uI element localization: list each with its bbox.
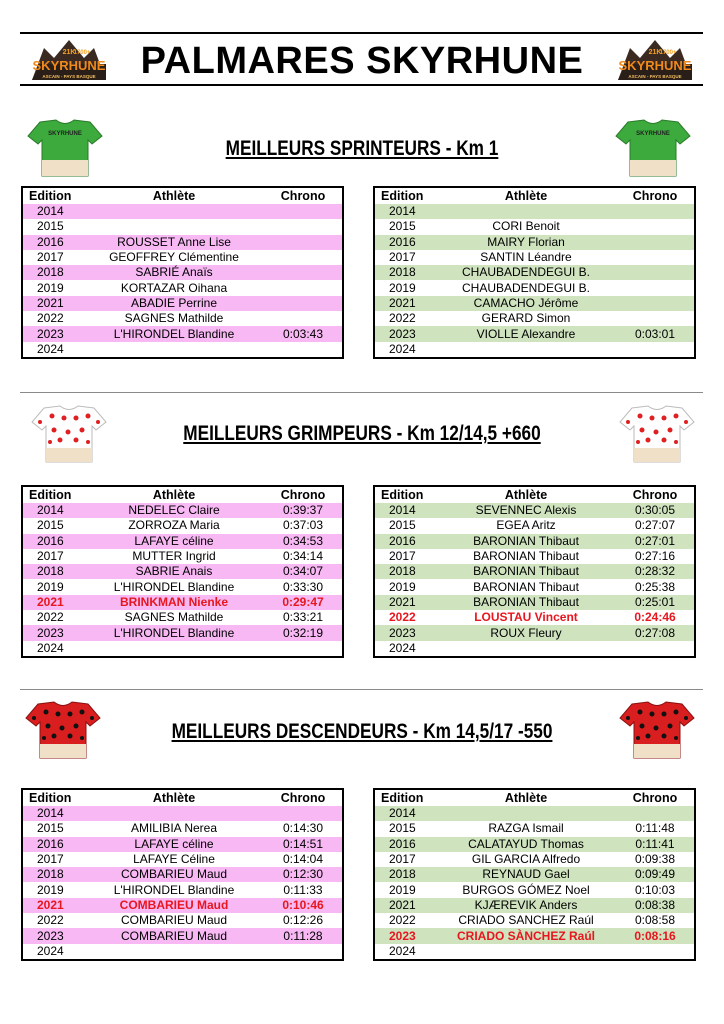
chrono-cell: 0:14:51	[264, 837, 343, 852]
chrono-cell	[616, 296, 695, 311]
table-row	[22, 837, 343, 852]
chrono-cell: 0:03:43	[264, 326, 343, 341]
edition-cell: 2021	[374, 595, 436, 610]
table-row	[374, 882, 695, 897]
edition-cell: 2021	[22, 296, 84, 311]
edition-cell: 2018	[22, 265, 84, 280]
chrono-cell: 0:30:05	[616, 503, 695, 518]
chrono-cell: 0:11:41	[616, 837, 695, 852]
edition-cell: 2019	[37, 280, 64, 295]
table-row	[374, 342, 695, 358]
svg-text:SKYRHUNE: SKYRHUNE	[636, 131, 670, 137]
athlete-cell: BARONIAN Thibaut	[473, 549, 579, 564]
chrono-cell: 0:27:01	[616, 534, 695, 549]
table-row	[22, 534, 343, 549]
athlete-cell: AMILIBIA Nerea	[130, 821, 218, 836]
table-row	[22, 549, 343, 564]
table-row	[22, 518, 343, 533]
edition-cell: 2018	[374, 867, 436, 882]
athlete-cell: CRIADO SANCHEZ Raúl	[458, 913, 594, 928]
edition-cell: 2018	[374, 564, 436, 579]
edition-cell: 2017	[389, 549, 416, 564]
chrono-cell: 0:29:47	[264, 595, 343, 610]
edition-cell: 2014	[374, 806, 436, 821]
athlete-cell: L'HIRONDEL Blandine	[113, 882, 235, 897]
table-row	[374, 326, 695, 341]
column-header-chrono: Chrono	[616, 187, 695, 204]
edition-cell: 2016	[374, 235, 436, 250]
athlete-cell: SANTIN Léandre	[480, 250, 572, 265]
edition-cell: 2014	[22, 806, 84, 821]
table-header-row	[22, 187, 343, 204]
chrono-cell: 0:09:38	[634, 852, 676, 867]
chrono-cell	[616, 250, 695, 265]
column-header-edition: Edition	[374, 187, 436, 204]
chrono-cell	[616, 641, 695, 657]
chrono-cell: 0:08:58	[634, 913, 676, 928]
edition-cell: 2015	[389, 821, 416, 836]
section-title-climbers: MEILLEURS GRIMPEURS - Km 12/14,5 +660	[183, 422, 541, 445]
table-row	[374, 265, 695, 280]
chrono-cell: 0:14:30	[282, 821, 324, 836]
table-row	[22, 913, 343, 928]
chrono-cell: 0:10:03	[634, 882, 676, 897]
edition-cell: 2016	[22, 235, 84, 250]
athlete-cell: L'HIRONDEL Blandine	[84, 625, 264, 640]
athlete-cell: ROUX Fleury	[436, 625, 616, 640]
chrono-cell: 0:08:16	[616, 928, 695, 943]
edition-cell: 2015	[389, 518, 416, 533]
chrono-cell: 0:11:33	[283, 882, 323, 897]
top-rule	[20, 32, 703, 34]
logo-elevation-text: 1700+	[659, 50, 677, 56]
athlete-cell: ZORROZA Maria	[128, 518, 220, 533]
table-row	[22, 821, 343, 836]
logo-subtitle-text: ASCAIN - PAYS BASQUE	[628, 74, 682, 79]
chrono-cell: 0:37:03	[282, 518, 324, 533]
table-row	[374, 837, 695, 852]
chrono-cell: 0:24:46	[634, 610, 676, 625]
edition-cell: 2014	[374, 204, 436, 219]
chrono-cell	[616, 944, 695, 960]
edition-cell: 2017	[389, 852, 416, 867]
edition-cell: 2021	[22, 595, 84, 610]
chrono-cell	[264, 342, 343, 358]
edition-cell: 2022	[37, 610, 64, 625]
table-header-row	[22, 789, 343, 806]
section-divider	[20, 392, 703, 393]
table-row	[22, 342, 343, 358]
table-row	[22, 235, 343, 250]
chrono-cell: 0:10:46	[264, 898, 343, 913]
edition-cell: 2023	[374, 326, 436, 341]
table-row	[22, 625, 343, 640]
table-row	[374, 821, 695, 836]
column-header-edition: Edition	[374, 486, 436, 503]
athlete-cell: BARONIAN Thibaut	[436, 534, 616, 549]
chrono-cell: 0:27:16	[634, 549, 676, 564]
edition-cell: 2022	[389, 311, 416, 326]
table-row	[22, 503, 343, 518]
chrono-cell	[264, 944, 343, 960]
chrono-cell	[264, 265, 343, 280]
chrono-cell: 0:12:30	[264, 867, 343, 882]
column-header-chrono: Chrono	[264, 789, 343, 806]
athlete-cell	[84, 806, 264, 821]
table-row	[374, 564, 695, 579]
table-row	[374, 503, 695, 518]
edition-cell: 2021	[374, 898, 436, 913]
athlete-cell	[84, 944, 264, 960]
chrono-cell: 0:25:38	[634, 579, 676, 594]
athlete-cell: ROUSSET Anne Lise	[84, 235, 264, 250]
athlete-cell: CORI Benoit	[492, 219, 560, 234]
athlete-cell: GERARD Simon	[481, 311, 571, 326]
table-row	[22, 595, 343, 610]
chrono-cell	[264, 806, 343, 821]
column-header-athlete: Athlète	[84, 187, 264, 204]
edition-cell: 2019	[389, 882, 416, 897]
table-row	[374, 235, 695, 250]
edition-cell: 2024	[389, 640, 416, 655]
athlete-cell: MUTTER Ingrid	[132, 549, 216, 564]
column-header-athlete: Athlète	[436, 486, 616, 503]
chrono-cell	[264, 204, 343, 219]
athlete-cell	[84, 641, 264, 657]
chrono-cell	[264, 235, 343, 250]
logo-distance-text: 21K	[62, 49, 76, 56]
table-row	[22, 852, 343, 867]
table-row	[22, 882, 343, 897]
chrono-cell: 0:33:21	[282, 610, 324, 625]
athlete-cell: BARONIAN Thibaut	[436, 564, 616, 579]
table-row	[374, 204, 695, 219]
table-row	[22, 265, 343, 280]
chrono-cell: 0:09:49	[616, 867, 695, 882]
section-title-sprinters: MEILLEURS SPRINTEURS - Km 1	[225, 137, 499, 160]
table-row	[22, 928, 343, 943]
athlete-cell: KJÆREVIK Anders	[436, 898, 616, 913]
edition-cell: 2017	[37, 852, 64, 867]
logo-subtitle-text: ASCAIN - PAYS BASQUE	[42, 74, 96, 79]
column-header-edition: Edition	[22, 789, 84, 806]
edition-cell: 2024	[389, 341, 416, 356]
table-row	[22, 641, 343, 657]
edition-cell: 2015	[389, 219, 416, 234]
athlete-cell	[436, 944, 616, 960]
athlete-cell: COMBARIEU Maud	[120, 913, 228, 928]
athlete-cell	[84, 219, 264, 234]
table-row	[22, 250, 343, 265]
chrono-cell: 0:11:48	[635, 821, 675, 836]
edition-cell: 2024	[37, 341, 64, 356]
chrono-cell: 0:34:14	[282, 549, 324, 564]
athlete-cell: MAIRY Florian	[436, 235, 616, 250]
athlete-cell	[84, 204, 264, 219]
chrono-cell: 0:34:53	[264, 534, 343, 549]
athlete-cell: LAFAYE céline	[84, 534, 264, 549]
logo-brand-text: SKYRHUNE	[32, 58, 106, 73]
table-row	[374, 641, 695, 657]
chrono-cell: 0:39:37	[264, 503, 343, 518]
table-women-sprinters	[21, 186, 344, 359]
chrono-cell	[264, 250, 343, 265]
chrono-cell	[264, 641, 343, 657]
athlete-cell: SABRIE Anais	[84, 564, 264, 579]
edition-cell: 2016	[22, 837, 84, 852]
athlete-cell: EGEA Aritz	[496, 518, 556, 533]
table-row	[22, 311, 343, 326]
athlete-cell: SEVENNEC Alexis	[436, 503, 616, 518]
edition-cell: 2019	[37, 882, 64, 897]
header-bottom-rule	[20, 84, 703, 86]
chrono-cell	[264, 296, 343, 311]
athlete-cell: CHAUBADENDEGUI B.	[436, 265, 616, 280]
table-row	[374, 898, 695, 913]
table-row	[374, 595, 695, 610]
edition-cell: 2022	[389, 913, 416, 928]
chrono-cell	[616, 235, 695, 250]
table-row	[22, 219, 343, 234]
chrono-cell: 0:12:26	[282, 913, 324, 928]
skyrhune-logo-left	[30, 36, 108, 84]
athlete-cell: LAFAYE céline	[84, 837, 264, 852]
chrono-cell: 0:34:07	[264, 564, 343, 579]
athlete-cell: NEDELEC Claire	[84, 503, 264, 518]
edition-cell: 2022	[389, 610, 416, 625]
column-header-chrono: Chrono	[616, 789, 695, 806]
table-row	[374, 867, 695, 882]
edition-cell: 2023	[22, 625, 84, 640]
chrono-cell: 0:28:32	[616, 564, 695, 579]
logo-brand-text: SKYRHUNE	[618, 58, 692, 73]
chrono-cell	[264, 219, 343, 234]
table-header-row	[374, 187, 695, 204]
column-header-athlete: Athlète	[436, 789, 616, 806]
chrono-cell	[616, 311, 695, 326]
table-men-climbers	[373, 485, 696, 658]
column-header-chrono: Chrono	[264, 187, 343, 204]
chrono-cell	[264, 280, 343, 295]
section-divider	[20, 689, 703, 690]
athlete-cell: GIL GARCIA Alfredo	[471, 852, 581, 867]
athlete-cell: REYNAUD Gael	[436, 867, 616, 882]
edition-cell: 2015	[37, 821, 64, 836]
table-row	[374, 518, 695, 533]
table-women-descenders	[21, 788, 344, 961]
table-row	[374, 296, 695, 311]
athlete-cell: BRINKMAN Nienke	[84, 595, 264, 610]
table-row	[22, 280, 343, 295]
athlete-cell: SAGNES Mathilde	[124, 610, 224, 625]
table-row	[22, 867, 343, 882]
athlete-cell: GEOFFREY Clémentine	[109, 250, 239, 265]
athlete-cell: LAFAYE Céline	[133, 852, 215, 867]
table-row	[22, 564, 343, 579]
table-row	[374, 579, 695, 594]
athlete-cell: L'HIRONDEL Blandine	[84, 326, 264, 341]
edition-cell: 2014	[22, 503, 84, 518]
table-row	[374, 219, 695, 234]
athlete-cell: CALATAYUD Thomas	[436, 837, 616, 852]
athlete-cell: L'HIRONDEL Blandine	[113, 579, 235, 594]
edition-cell: 2021	[22, 898, 84, 913]
chrono-cell: 0:33:30	[282, 579, 324, 594]
chrono-cell	[616, 806, 695, 821]
column-header-athlete: Athlète	[436, 187, 616, 204]
column-header-athlete: Athlète	[84, 486, 264, 503]
edition-cell: 2016	[22, 534, 84, 549]
table-row	[374, 852, 695, 867]
table-row	[374, 928, 695, 943]
table-row	[374, 280, 695, 295]
table-row	[22, 944, 343, 960]
edition-cell: 2019	[389, 579, 416, 594]
chrono-cell	[616, 280, 695, 295]
chrono-cell	[264, 311, 343, 326]
athlete-cell: SABRIÉ Anaïs	[84, 265, 264, 280]
athlete-cell	[436, 641, 616, 657]
edition-cell: 2023	[22, 928, 84, 943]
chrono-cell: 0:25:01	[616, 595, 695, 610]
column-header-athlete: Athlète	[84, 789, 264, 806]
skyrhune-logo-right	[616, 36, 694, 84]
edition-cell: 2024	[389, 943, 416, 958]
edition-cell: 2018	[22, 867, 84, 882]
athlete-cell	[84, 342, 264, 358]
logo-elevation-text: 1700+	[73, 50, 91, 56]
edition-cell: 2022	[37, 913, 64, 928]
athlete-cell: LOUSTAU Vincent	[474, 610, 578, 625]
table-row	[374, 625, 695, 640]
column-header-edition: Edition	[374, 789, 436, 806]
table-row	[374, 250, 695, 265]
chrono-cell	[616, 219, 695, 234]
table-row	[22, 610, 343, 625]
table-row	[374, 549, 695, 564]
table-row	[22, 296, 343, 311]
table-row	[374, 913, 695, 928]
athlete-cell: CAMACHO Jérôme	[436, 296, 616, 311]
table-row	[374, 610, 695, 625]
athlete-cell: CRIADO SÀNCHEZ Raúl	[436, 928, 616, 943]
athlete-cell: COMBARIEU Maud	[84, 898, 264, 913]
table-header-row	[22, 486, 343, 503]
table-header-row	[374, 789, 695, 806]
athlete-cell: KORTAZAR Oihana	[120, 280, 228, 295]
edition-cell: 2024	[37, 943, 64, 958]
edition-cell: 2017	[37, 250, 64, 265]
chrono-cell	[616, 342, 695, 358]
logo-distance-text: 21K	[648, 49, 662, 56]
athlete-cell: RAZGA Ismail	[488, 821, 564, 836]
edition-cell: 2018	[374, 265, 436, 280]
table-row	[374, 534, 695, 549]
table-row	[22, 204, 343, 219]
chrono-cell: 0:27:08	[616, 625, 695, 640]
chrono-cell: 0:32:19	[264, 625, 343, 640]
edition-cell: 2016	[374, 534, 436, 549]
edition-cell: 2021	[374, 296, 436, 311]
column-header-edition: Edition	[22, 486, 84, 503]
column-header-chrono: Chrono	[616, 486, 695, 503]
chrono-cell: 0:27:07	[634, 518, 676, 533]
column-header-edition: Edition	[22, 187, 84, 204]
edition-cell: 2018	[22, 564, 84, 579]
edition-cell: 2015	[37, 219, 64, 234]
edition-cell: 2016	[374, 837, 436, 852]
table-header-row	[374, 486, 695, 503]
edition-cell: 2023	[22, 326, 84, 341]
athlete-cell: BARONIAN Thibaut	[436, 595, 616, 610]
table-row	[374, 944, 695, 960]
athlete-cell: CHAUBADENDEGUI B.	[461, 280, 591, 295]
table-row	[22, 326, 343, 341]
athlete-cell: ABADIE Perrine	[84, 296, 264, 311]
chrono-cell: 0:14:04	[282, 852, 324, 867]
edition-cell: 2023	[374, 625, 436, 640]
table-row	[22, 806, 343, 821]
chrono-cell	[616, 204, 695, 219]
chrono-cell	[616, 265, 695, 280]
edition-cell: 2017	[389, 250, 416, 265]
athlete-cell: BARONIAN Thibaut	[473, 579, 579, 594]
table-row	[374, 311, 695, 326]
athlete-cell: COMBARIEU Maud	[84, 928, 264, 943]
athlete-cell	[436, 342, 616, 358]
table-row	[22, 579, 343, 594]
edition-cell: 2022	[37, 311, 64, 326]
athlete-cell	[436, 806, 616, 821]
table-men-sprinters	[373, 186, 696, 359]
edition-cell: 2023	[374, 928, 436, 943]
edition-cell: 2015	[37, 518, 64, 533]
svg-text:SKYRHUNE: SKYRHUNE	[48, 131, 82, 137]
edition-cell: 2019	[389, 280, 416, 295]
table-men-descenders	[373, 788, 696, 961]
chrono-cell: 0:08:38	[616, 898, 695, 913]
athlete-cell: COMBARIEU Maud	[84, 867, 264, 882]
athlete-cell: BURGOS GÓMEZ Noel	[462, 882, 590, 897]
athlete-cell: SAGNES Mathilde	[124, 311, 224, 326]
table-row	[22, 898, 343, 913]
chrono-cell: 0:11:28	[264, 928, 343, 943]
edition-cell: 2014	[22, 204, 84, 219]
edition-cell: 2014	[374, 503, 436, 518]
edition-cell: 2024	[37, 640, 64, 655]
edition-cell: 2017	[37, 549, 64, 564]
column-header-chrono: Chrono	[264, 486, 343, 503]
edition-cell: 2019	[37, 579, 64, 594]
athlete-cell	[436, 204, 616, 219]
page-title: PALMARES SKYRHUNE	[140, 40, 584, 82]
table-row	[374, 806, 695, 821]
athlete-cell: VIOLLE Alexandre	[436, 326, 616, 341]
section-title-descenders: MEILLEURS DESCENDEURS - Km 14,5/17 -550	[171, 720, 553, 743]
table-women-climbers	[21, 485, 344, 658]
chrono-cell: 0:03:01	[616, 326, 695, 341]
